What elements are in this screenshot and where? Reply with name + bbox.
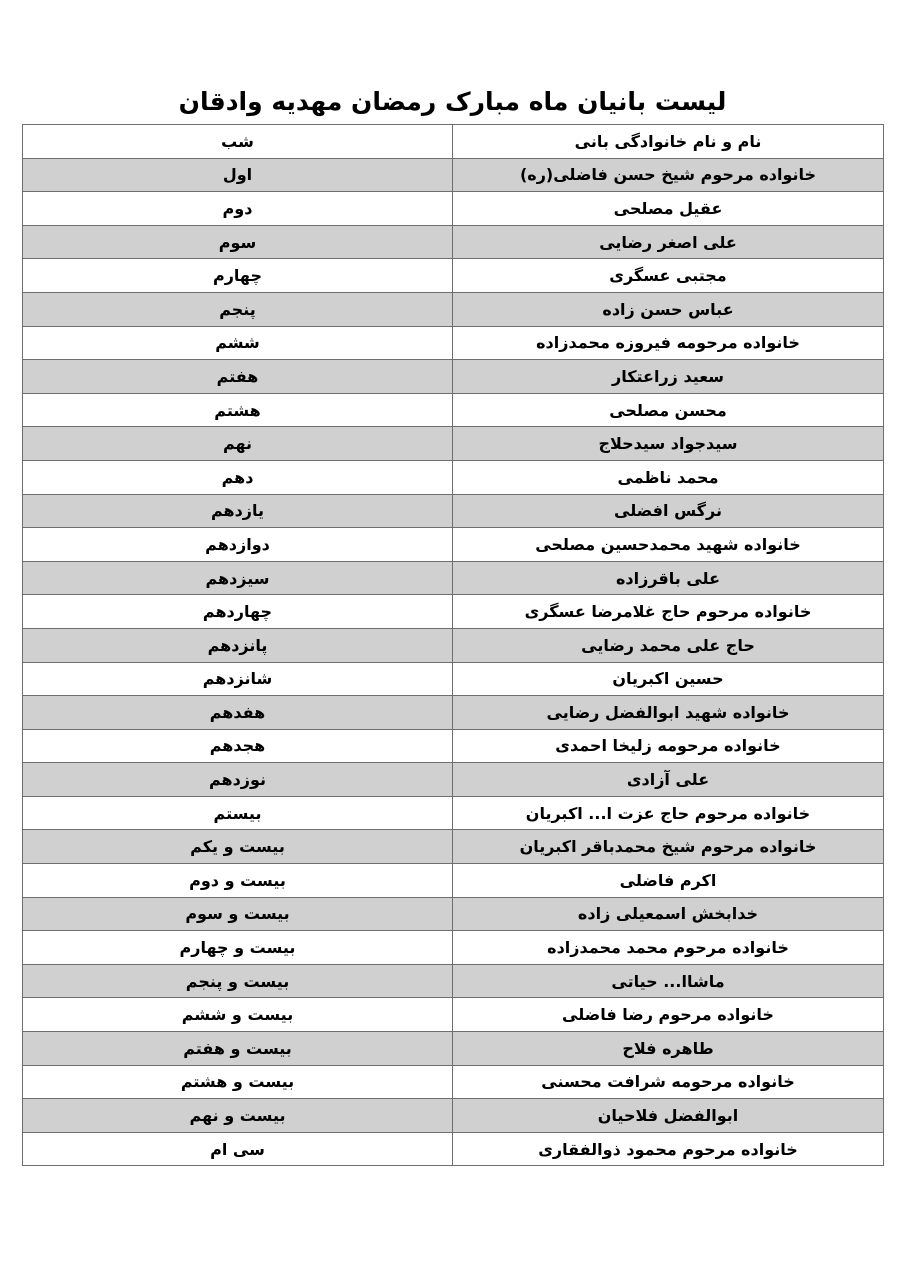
table-row: [23, 662, 884, 696]
night-cell: پنجم: [23, 292, 453, 326]
night-cell: هشتم: [23, 393, 453, 427]
table-header-row: [23, 125, 884, 159]
night-cell: بیست و دوم: [23, 864, 453, 898]
header-night: شب: [23, 125, 453, 159]
night-cell: ششم: [23, 326, 453, 360]
night-cell: هفدهم: [23, 696, 453, 730]
night-cell: سیزدهم: [23, 561, 453, 595]
table-row: [23, 796, 884, 830]
table-row: [23, 292, 884, 326]
table-row: [23, 931, 884, 965]
table-row: [23, 628, 884, 662]
sponsor-table: [22, 124, 884, 1166]
sponsor-name-cell: عباس حسن زاده: [453, 292, 884, 326]
night-cell: بیست و ششم: [23, 998, 453, 1032]
sponsor-name-cell: علی آزادی: [453, 763, 884, 797]
sponsor-name-cell: خانواده مرحوم شیخ حسن فاضلی(ره): [453, 158, 884, 192]
sponsor-name-cell: سیدجواد سیدحلاج: [453, 427, 884, 461]
night-cell: بیستم: [23, 796, 453, 830]
night-cell: یازدهم: [23, 494, 453, 528]
table-row: [23, 259, 884, 293]
night-cell: بیست و هشتم: [23, 1065, 453, 1099]
night-cell: نوزدهم: [23, 763, 453, 797]
table-row: [23, 460, 884, 494]
sponsor-name-cell: خانواده مرحوم محمود ذوالفقاری: [453, 1132, 884, 1166]
sponsor-name-cell: سعید زراعتکار: [453, 360, 884, 394]
sponsor-name-cell: خانواده مرحوم رضا فاضلی: [453, 998, 884, 1032]
table-row: [23, 326, 884, 360]
sponsor-name-cell: ابوالفضل فلاحیان: [453, 1099, 884, 1133]
table-row: [23, 763, 884, 797]
sponsor-name-cell: خانواده مرحوم محمد محمدزاده: [453, 931, 884, 965]
sponsor-name-cell: خانواده مرحوم حاج غلامرضا عسگری: [453, 595, 884, 629]
sponsor-name-cell: خانواده مرحومه فیروزه محمدزاده: [453, 326, 884, 360]
night-cell: هجدهم: [23, 729, 453, 763]
sponsor-name-cell: خدابخش اسمعیلی زاده: [453, 897, 884, 931]
sponsor-name-cell: خانواده مرحوم حاج عزت ا... اکبریان: [453, 796, 884, 830]
sponsor-name-cell: خانواده مرحوم شیخ محمدباقر اکبریان: [453, 830, 884, 864]
sponsor-name-cell: خانواده شهید ابوالفضل رضایی: [453, 696, 884, 730]
table-row: [23, 729, 884, 763]
table-row: [23, 494, 884, 528]
night-cell: بیست و نهم: [23, 1099, 453, 1133]
sponsor-name-cell: عقیل مصلحی: [453, 192, 884, 226]
table-row: [23, 1065, 884, 1099]
table-row: [23, 225, 884, 259]
table-row: [23, 1032, 884, 1066]
table-row: [23, 528, 884, 562]
sponsor-name-cell: خانواده مرحومه زلیخا احمدی: [453, 729, 884, 763]
sponsor-name-cell: حسین اکبریان: [453, 662, 884, 696]
table-row: [23, 1132, 884, 1166]
night-cell: بیست و هفتم: [23, 1032, 453, 1066]
night-cell: نهم: [23, 427, 453, 461]
table-row: [23, 1099, 884, 1133]
sponsor-name-cell: نرگس افضلی: [453, 494, 884, 528]
sponsor-name-cell: حاج علی محمد رضایی: [453, 628, 884, 662]
night-cell: شانزدهم: [23, 662, 453, 696]
sponsor-name-cell: اکرم فاضلی: [453, 864, 884, 898]
night-cell: چهاردهم: [23, 595, 453, 629]
night-cell: چهارم: [23, 259, 453, 293]
night-cell: بیست و پنجم: [23, 964, 453, 998]
night-cell: سی ام: [23, 1132, 453, 1166]
table-row: [23, 393, 884, 427]
sponsor-name-cell: طاهره فلاح: [453, 1032, 884, 1066]
table-row: [23, 696, 884, 730]
night-cell: هفتم: [23, 360, 453, 394]
sponsor-name-cell: مجتبی عسگری: [453, 259, 884, 293]
sponsor-name-cell: علی اصغر رضایی: [453, 225, 884, 259]
sponsor-name-cell: محمد ناظمی: [453, 460, 884, 494]
sponsor-name-cell: خانواده مرحومه شرافت محسنی: [453, 1065, 884, 1099]
table-row: [23, 830, 884, 864]
sponsor-name-cell: علی باقرزاده: [453, 561, 884, 595]
sponsor-name-cell: خانواده شهید محمدحسین مصلحی: [453, 528, 884, 562]
table-row: [23, 360, 884, 394]
table-row: [23, 158, 884, 192]
table-row: [23, 427, 884, 461]
night-cell: بیست و یکم: [23, 830, 453, 864]
night-cell: دوم: [23, 192, 453, 226]
night-cell: بیست و چهارم: [23, 931, 453, 965]
table-row: [23, 897, 884, 931]
night-cell: پانزدهم: [23, 628, 453, 662]
night-cell: دوازدهم: [23, 528, 453, 562]
night-cell: سوم: [23, 225, 453, 259]
night-cell: دهم: [23, 460, 453, 494]
night-cell: اول: [23, 158, 453, 192]
table-row: [23, 964, 884, 998]
sponsor-name-cell: ماشاا... حیاتی: [453, 964, 884, 998]
table-row: [23, 864, 884, 898]
page-title: لیست بانیان ماه مبارک رمضان مهدیه وادقان: [178, 87, 727, 116]
night-cell: بیست و سوم: [23, 897, 453, 931]
table-row: [23, 595, 884, 629]
sponsor-name-cell: محسن مصلحی: [453, 393, 884, 427]
table-row: [23, 192, 884, 226]
header-name: نام و نام خانوادگی بانی: [453, 125, 884, 159]
table-row: [23, 998, 884, 1032]
table-row: [23, 561, 884, 595]
